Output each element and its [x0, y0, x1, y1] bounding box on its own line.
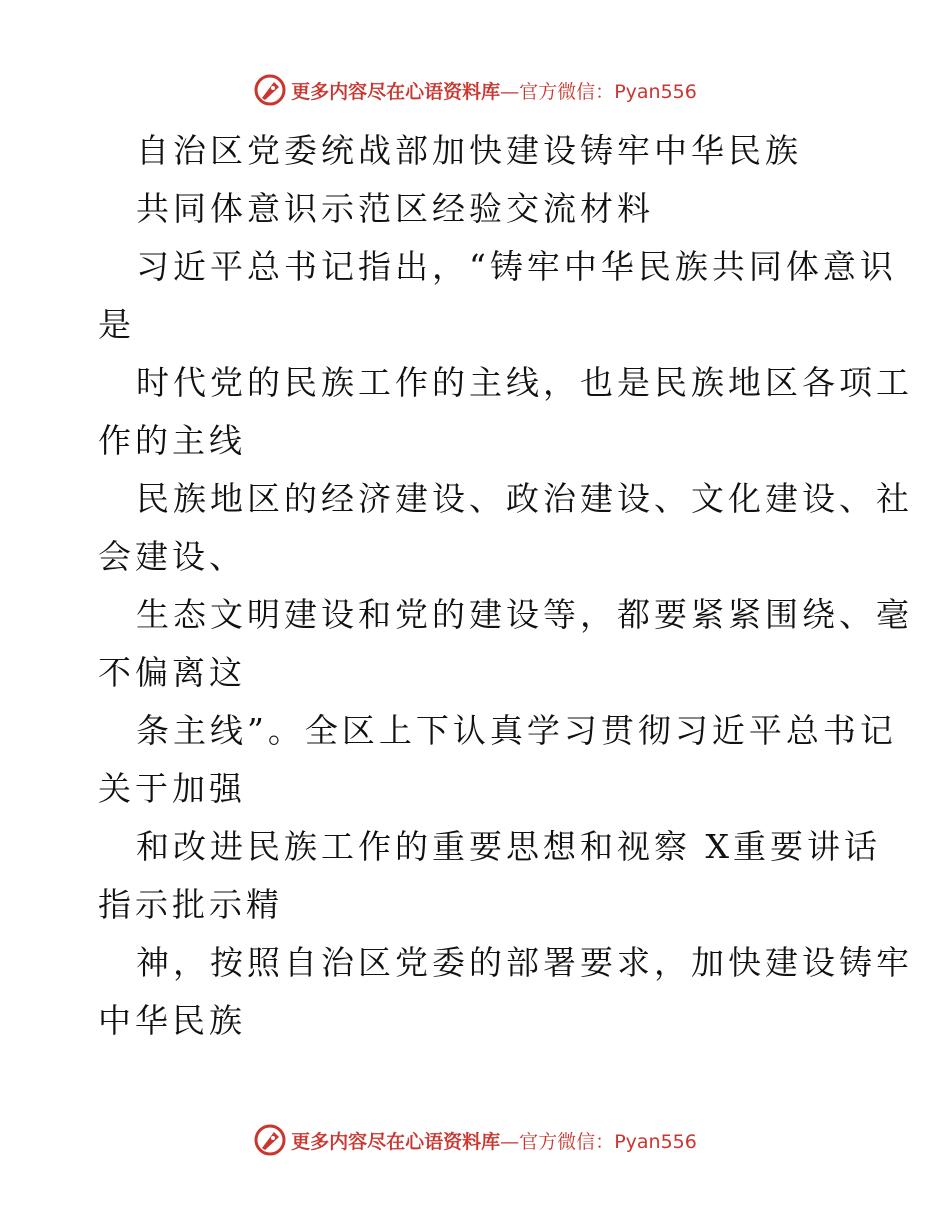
text-line: 指示批示精: [98, 885, 283, 924]
text-line: 是: [98, 305, 135, 344]
text-line: 时代党的民族工作的主线，也是民族地区各项工: [136, 363, 913, 402]
header-banner: [0, 70, 950, 110]
text-line: 不偏离这: [98, 653, 246, 692]
text-line: 关于加强: [98, 769, 246, 808]
text-line: 中华民族: [98, 1001, 246, 1040]
banner-text: [291, 77, 697, 104]
banner-text: [291, 1127, 697, 1154]
text-line: 生态文明建设和党的建设等，都要紧紧围绕、毫: [136, 595, 913, 634]
text-line: 习近平总书记指出，“铸牢中华民族共同体意识: [136, 247, 897, 286]
text-line: 共同体意识示范区经验交流材料: [136, 189, 654, 228]
text-line: 民族地区的经济建设、政治建设、文化建设、社: [136, 479, 913, 518]
text-line: 作的主线: [98, 421, 246, 460]
banner-wechat-label: —官方微信：: [500, 1130, 615, 1153]
text-line: 条主线”。全区上下认真学习贯彻习近平总书记: [136, 711, 897, 750]
text-line: 会建设、: [98, 537, 246, 576]
banner-wechat-label: —官方微信：: [500, 80, 615, 103]
document-body: [98, 122, 913, 1050]
text-line: 神，按照自治区党委的部署要求，加快建设铸牢: [136, 943, 913, 982]
pen-nib-circle-icon: [253, 73, 287, 107]
banner-site-name: 更多内容尽在心语资料库: [291, 1130, 501, 1153]
banner-wechat-id: Pyan556: [614, 80, 697, 103]
banner-wechat-id: Pyan556: [614, 1130, 697, 1153]
footer-banner: [0, 1120, 950, 1160]
text-line: 和改进民族工作的重要思想和视察 X重要讲话: [136, 827, 881, 866]
banner-site-name: 更多内容尽在心语资料库: [291, 80, 501, 103]
text-line: 自治区党委统战部加快建设铸牢中华民族: [136, 131, 802, 170]
pen-nib-circle-icon: [253, 1123, 287, 1157]
